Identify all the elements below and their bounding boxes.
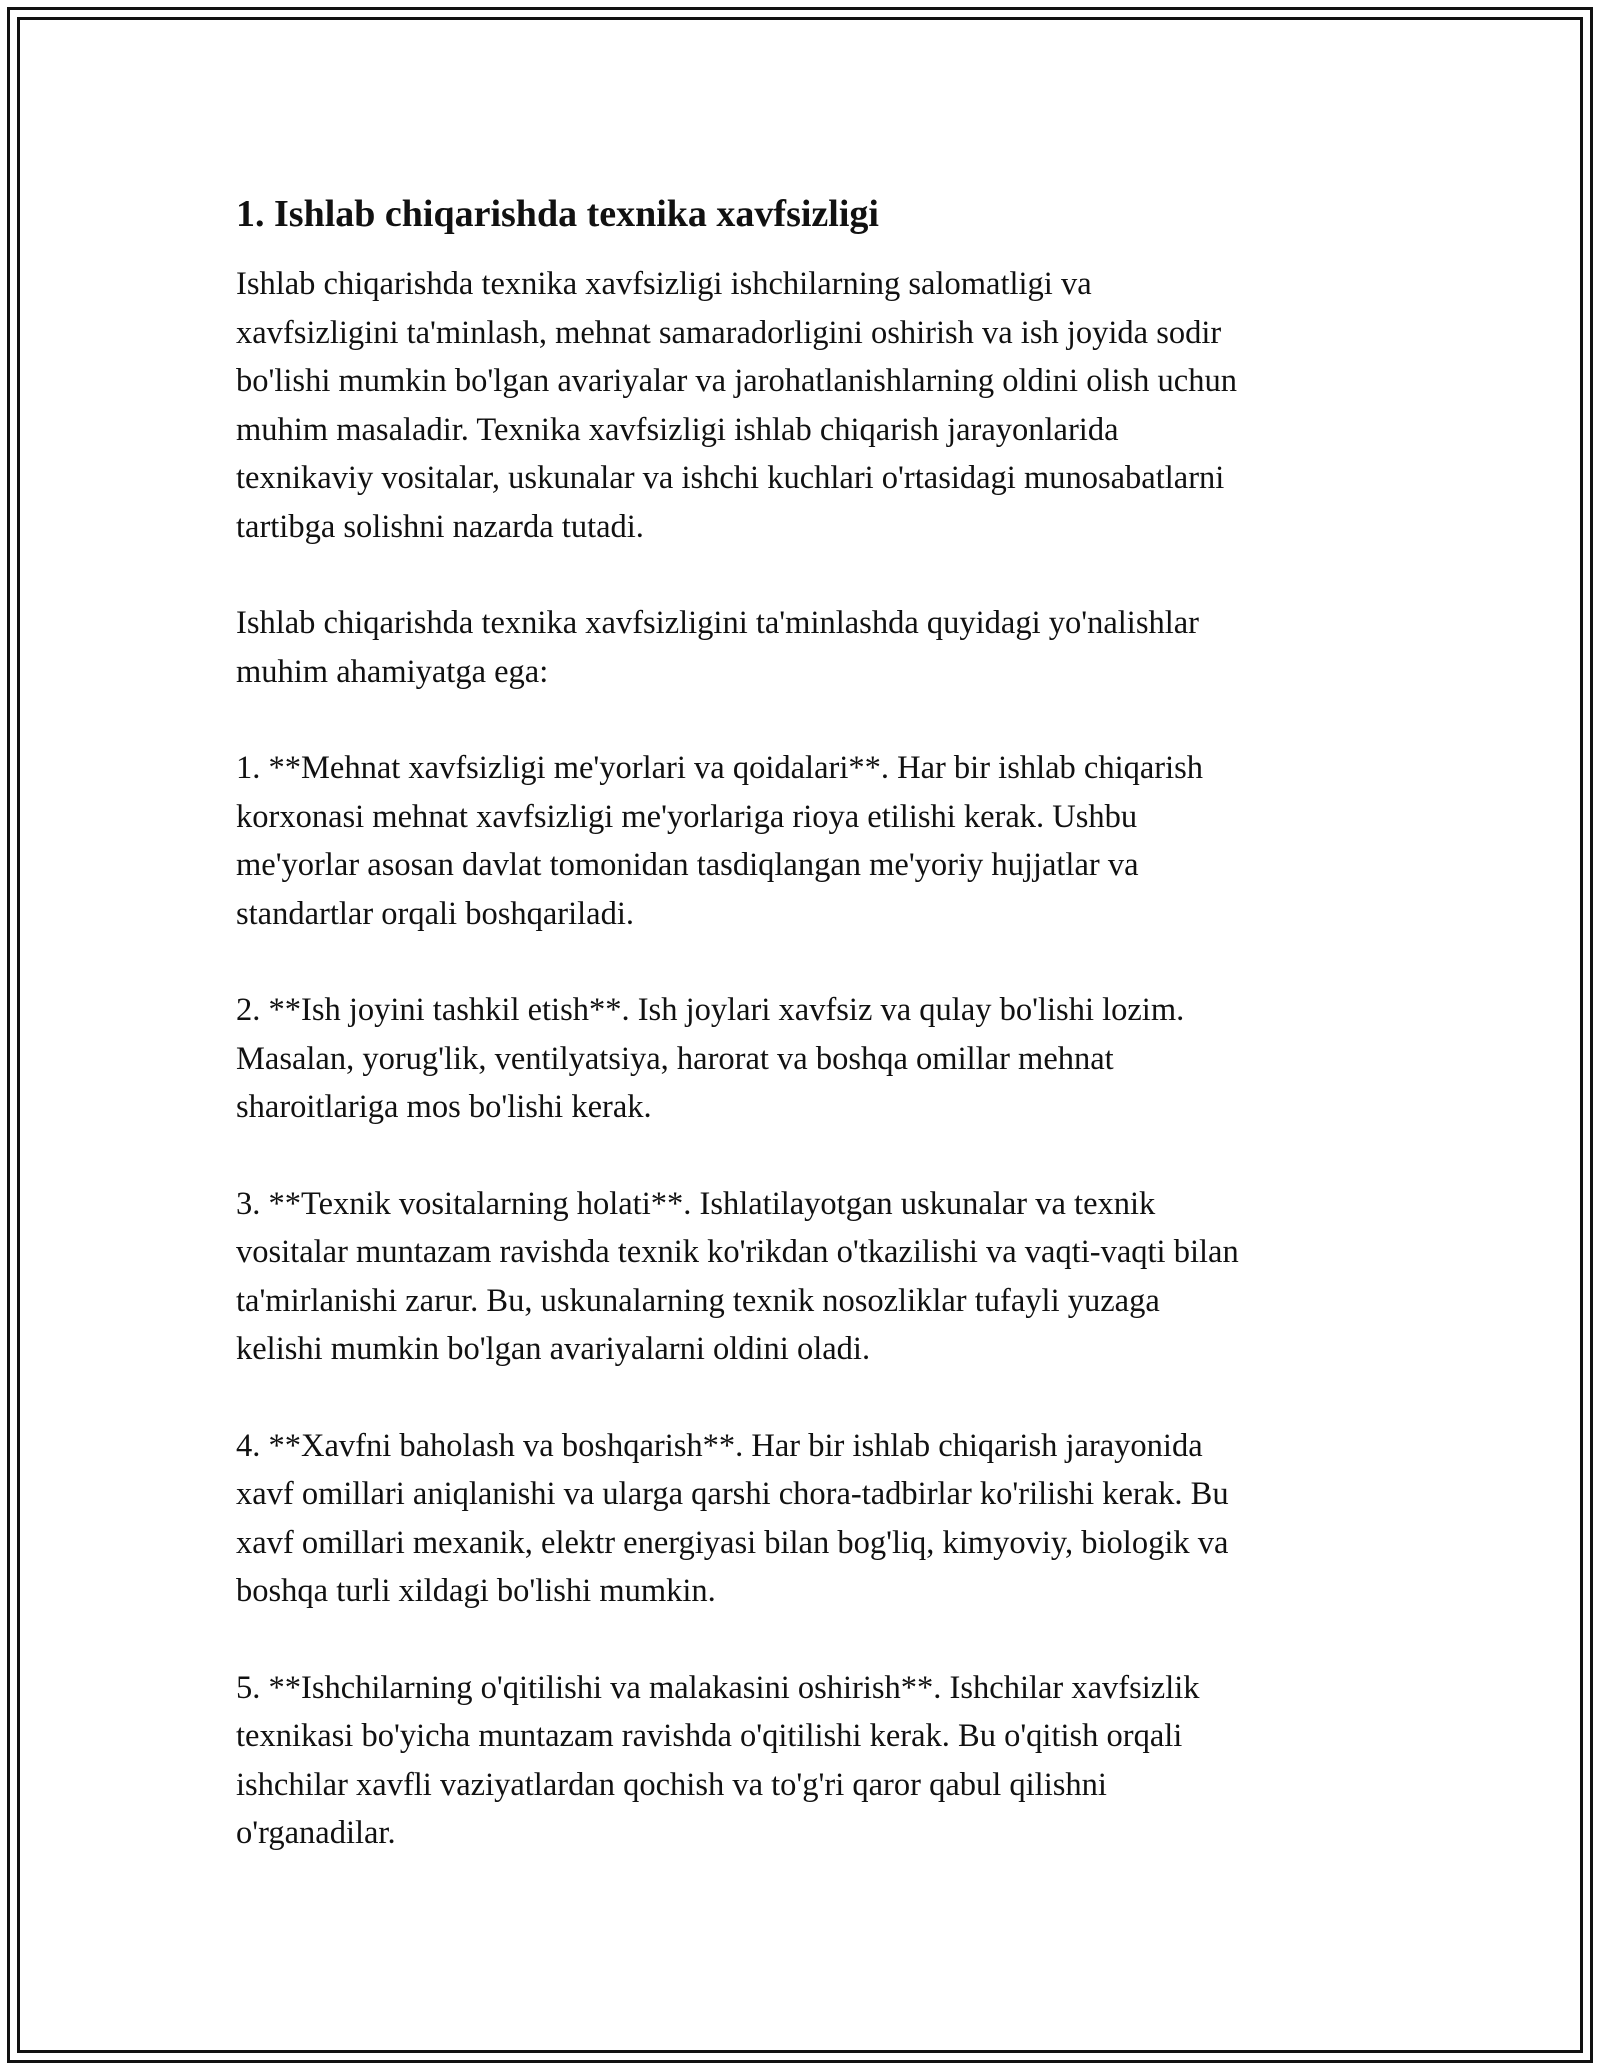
intro-paragraph: Ishlab chiqarishda texnika xavfsizligi ishchilarning salomatligi va xavfsizligini ta'minlash, mehnat samaradorligini oshirish va ish joyida sodir bo'lishi mumkin bo'lgan avariyalar va jarohatlanishlarning oldini olish uchun muhim masaladir. Texnika xavfsizligi ishlab chiqarish jarayonlarida texnikaviy vositalar, uskunalar va ishchi kuchlari o'rtasidagi munosabatlarni tartibga solishni nazarda tutadi.: [236, 266, 1237, 545]
list-item-5: 5. **Ishchilarning o'qitilishi va malakasini oshirish**. Ishchilar xavfsizlik texnikasi bo'yicha muntazam ravishda o'qitilishi kerak. Bu o'qitish orqali ishchilar xavfli vaziyatlardan qochish va to'g'ri qaror qabul qilishni o'rganadilar.: [236, 1669, 1200, 1851]
document-body: [236, 188, 1376, 1906]
directions-intro-paragraph: Ishlab chiqarishda texnika xavfsizligini ta'minlashda quyidagi yo'nalishlar muhim ahamiyatga ega:: [236, 605, 1200, 690]
list-item-3: 3. **Texnik vositalarning holati**. Ishlatilayotgan uskunalar va texnik vositalar muntazam ravishda texnik ko'rikdan o'tkazilishi va vaqti-vaqti bilan ta'mirlanishi zarur. Bu, uskunalarning texnik nosozliklar tufayli yuzaga kelishi mumkin bo'lgan avariyalarni oldini oladi.: [236, 1185, 1239, 1367]
list-item-2: 2. **Ish joyini tashkil etish**. Ish joylari xavfsiz va qulay bo'lishi lozim. Masalan, yorug'lik, ventilyatsiya, harorat va boshqa omillar mehnat sharoitlariga mos bo'lishi kerak.: [236, 992, 1185, 1125]
list-item-1: 1. **Mehnat xavfsizligi me'yorlari va qoidalari**. Har bir ishlab chiqarish korxonasi mehnat xavfsizligi me'yorlariga rioya etilishi kerak. Ushbu me'yorlar asosan davlat tomonidan tasdiqlangan me'yoriy hujjatlar va standartlar orqali boshqariladi.: [236, 750, 1204, 932]
section-title: 1. Ishlab chiqarishda texnika xavfsizligi: [236, 193, 879, 235]
list-item-4: 4. **Xavfni baholash va boshqarish**. Har bir ishlab chiqarish jarayonida xavf omillari aniqlanishi va ularga qarshi chora-tadbirlar ko'rilishi kerak. Bu xavf omillari mexanik, elektr energiyasi bilan bog'liq, kimyoviy, biologik va boshqa turli xildagi bo'lishi mumkin.: [236, 1427, 1229, 1609]
